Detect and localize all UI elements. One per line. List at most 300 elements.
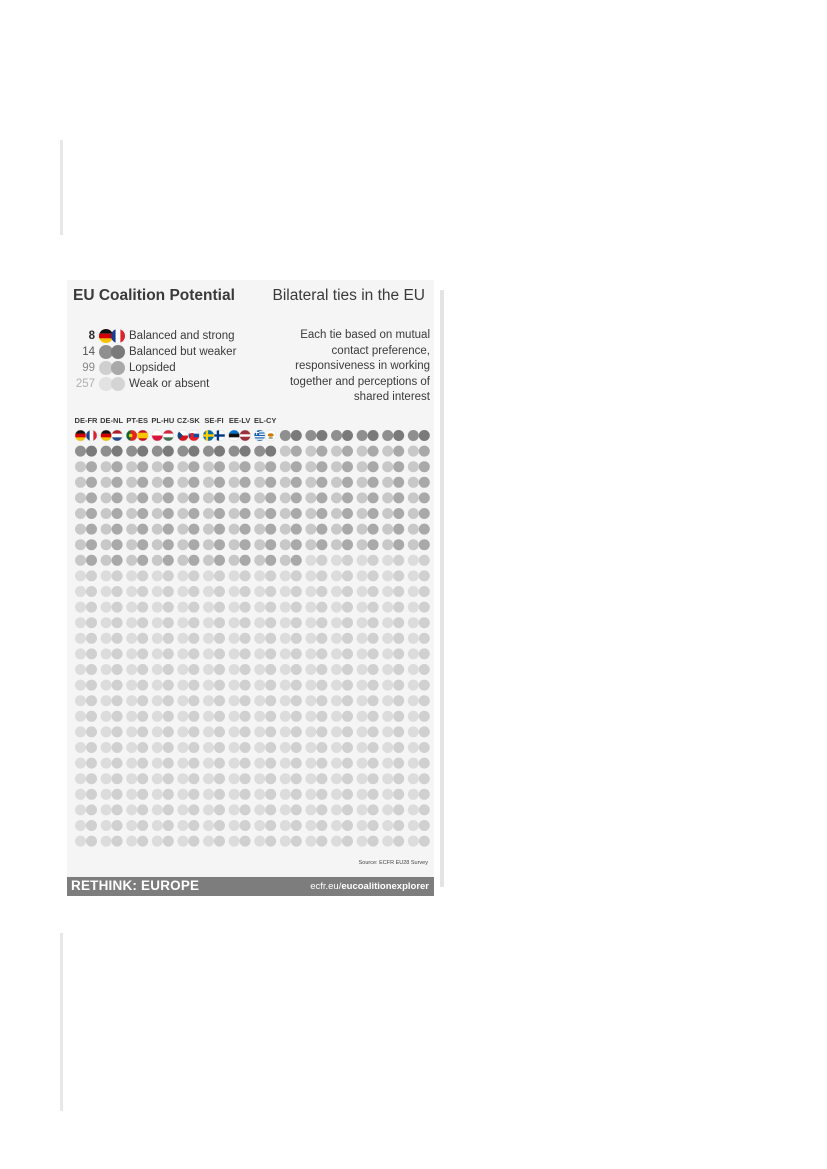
tie-mark-lopsided	[305, 539, 327, 550]
tie-mark-weak	[254, 789, 276, 800]
tie-mark-weak	[101, 695, 123, 706]
tie-mark-weak	[152, 586, 174, 597]
tie-mark-lopsided	[101, 461, 123, 472]
tie-mark-lopsided	[331, 508, 353, 519]
tie-mark-weak	[382, 555, 404, 566]
tie-mark-weak	[331, 602, 353, 613]
tie-mark-lopsided	[229, 492, 251, 503]
left-margin-rule-bottom	[60, 933, 63, 1111]
tie-mark-weak	[408, 773, 430, 784]
tie-mark-weak	[382, 742, 404, 753]
tie-mark-weak	[382, 836, 404, 847]
pair-label: PL-HU	[151, 416, 175, 425]
tie-mark-weak	[126, 633, 148, 644]
tie-mark-weak	[280, 804, 302, 815]
tie-mark-weak	[280, 633, 302, 644]
tie-mark-weak	[305, 726, 327, 737]
tie-mark-weak	[254, 726, 276, 737]
tie-mark-weak	[254, 664, 276, 675]
tie-mark-lopsided	[152, 477, 174, 488]
tie-mark-weak	[408, 804, 430, 815]
tie-mark-lopsided	[152, 539, 174, 550]
tie-mark-weak	[305, 570, 327, 581]
tie-mark-weak	[280, 617, 302, 628]
legend-count: 99	[82, 362, 95, 374]
tie-mark-weak	[305, 742, 327, 753]
tie-mark-weak	[331, 695, 353, 706]
tie-mark-weak	[75, 836, 97, 847]
tie-mark-weak	[254, 570, 276, 581]
tie-mark-weak	[382, 664, 404, 675]
tie-mark-strong-cz-sk	[177, 430, 199, 441]
tie-mark-weak	[177, 695, 199, 706]
tie-mark-weak	[229, 602, 251, 613]
tie-mark-weak	[280, 789, 302, 800]
tie-mark-weak	[101, 773, 123, 784]
tie-mark-weak	[280, 726, 302, 737]
tie-mark-lopsided	[177, 555, 199, 566]
tie-mark-weak	[152, 633, 174, 644]
tie-mark-strong-de-nl	[101, 430, 123, 441]
tie-mark-weak	[152, 820, 174, 831]
tie-mark-weaker	[126, 446, 148, 457]
tie-mark-lopsided	[382, 446, 404, 457]
tie-mark-weak	[152, 648, 174, 659]
tie-mark-weak	[229, 648, 251, 659]
tie-mark-weak	[229, 617, 251, 628]
tie-mark-weak	[152, 836, 174, 847]
tie-mark-weak	[382, 695, 404, 706]
tie-mark-lopsided	[101, 555, 123, 566]
tie-mark-weak	[382, 680, 404, 691]
tie-mark-weak	[126, 664, 148, 675]
tie-mark-weak	[357, 773, 379, 784]
tie-mark-lopsided	[152, 524, 174, 535]
tie-mark-weak	[305, 648, 327, 659]
tie-mark-weak	[280, 773, 302, 784]
tie-mark-weak	[280, 680, 302, 691]
tie-mark-weak	[126, 758, 148, 769]
footer-bar	[67, 877, 434, 896]
tie-mark-weak	[408, 789, 430, 800]
tie-mark-weak	[229, 680, 251, 691]
tie-mark-weak	[305, 617, 327, 628]
tie-mark-weak	[75, 570, 97, 581]
pair-label: DE-NL	[100, 416, 124, 425]
tie-mark-weak	[152, 773, 174, 784]
tie-mark-weak	[203, 726, 225, 737]
tie-mark-lopsided	[203, 492, 225, 503]
tie-mark-weak	[203, 711, 225, 722]
legend-label: Balanced but weaker	[129, 346, 237, 358]
tie-mark-weak	[382, 586, 404, 597]
tie-mark-weak	[305, 633, 327, 644]
tie-mark-lopsided	[408, 524, 430, 535]
tie-mark-weak	[101, 726, 123, 737]
tie-mark-weak	[331, 648, 353, 659]
tie-mark-weak	[331, 742, 353, 753]
tie-mark-weak	[382, 726, 404, 737]
tie-mark-lopsided	[229, 508, 251, 519]
tie-mark-weak	[152, 664, 174, 675]
tie-mark-weak	[408, 586, 430, 597]
tie-mark-weak	[203, 586, 225, 597]
tie-mark-weak	[177, 789, 199, 800]
tie-mark-weak	[305, 602, 327, 613]
tie-mark-weak	[331, 555, 353, 566]
tie-mark-lopsided	[229, 477, 251, 488]
tie-mark-weaker	[280, 430, 302, 441]
tie-mark-weak	[203, 836, 225, 847]
chart-subtitle: Bilateral ties in the EU	[272, 287, 425, 304]
tie-mark-lopsided	[177, 461, 199, 472]
tie-mark-weak	[254, 695, 276, 706]
tie-mark-weak	[331, 664, 353, 675]
tie-mark-weak	[357, 695, 379, 706]
tie-mark-lopsided	[152, 461, 174, 472]
tie-mark-weak	[101, 586, 123, 597]
tie-mark-weaker	[177, 446, 199, 457]
tie-mark-lopsided	[254, 461, 276, 472]
tie-mark-lopsided	[126, 555, 148, 566]
tie-mark-weak	[408, 711, 430, 722]
tie-mark-weak	[280, 570, 302, 581]
tie-mark-weak	[331, 680, 353, 691]
legend-label: Balanced and strong	[129, 330, 235, 342]
legend-count: 8	[88, 330, 95, 342]
tie-mark-lopsided	[331, 477, 353, 488]
tie-mark-weak	[357, 742, 379, 753]
tie-mark-weak	[382, 602, 404, 613]
tie-mark-weak	[126, 742, 148, 753]
tie-mark-weak	[382, 711, 404, 722]
right-margin-rule	[440, 290, 444, 887]
pair-label: DE-FR	[74, 416, 98, 425]
tie-mark-weak	[382, 648, 404, 659]
pair-label: PT-ES	[126, 416, 149, 425]
chart-title: EU Coalition Potential	[73, 287, 235, 304]
tie-mark-weaker	[75, 446, 97, 457]
tie-mark-weak	[382, 773, 404, 784]
tie-mark-weak	[177, 664, 199, 675]
tie-mark-lopsided	[229, 461, 251, 472]
tie-mark-weak	[101, 711, 123, 722]
tie-mark-weak	[152, 742, 174, 753]
tie-mark-weak	[357, 555, 379, 566]
tie-mark-lopsided	[75, 508, 97, 519]
pair-label: EE-LV	[228, 416, 251, 425]
tie-mark-weak	[101, 836, 123, 847]
tie-mark-weak	[101, 602, 123, 613]
tie-mark-weak	[331, 820, 353, 831]
tie-mark-lopsided	[152, 508, 174, 519]
tie-mark-weak	[229, 570, 251, 581]
tie-mark-lopsided	[177, 524, 199, 535]
tie-mark-weak	[229, 820, 251, 831]
tie-mark-weak	[75, 711, 97, 722]
tie-mark-weak	[357, 664, 379, 675]
tie-mark-weak	[229, 586, 251, 597]
tie-mark-lopsided	[305, 492, 327, 503]
tie-mark-weak	[408, 602, 430, 613]
tie-mark-weak	[75, 804, 97, 815]
tie-mark-weak	[229, 758, 251, 769]
tie-mark-lopsided	[126, 539, 148, 550]
methodology-note: Each tie based on mutual contact preference, responsiveness in working together and perceptions of shared interest	[289, 329, 430, 403]
tie-mark-lopsided	[280, 492, 302, 503]
tie-mark-strong-el-cy	[254, 430, 276, 441]
tie-mark-strong-se-fi	[203, 430, 225, 441]
tie-mark-lopsided	[357, 461, 379, 472]
tie-mark-lopsided	[280, 446, 302, 457]
tie-mark-lopsided	[408, 477, 430, 488]
tie-mark-weak	[280, 695, 302, 706]
tie-mark-weak	[152, 695, 174, 706]
tie-mark-lopsided	[126, 492, 148, 503]
tie-mark-lopsided	[331, 524, 353, 535]
pair-label: EL-CY	[253, 416, 277, 425]
tie-mark-weak	[126, 726, 148, 737]
tie-mark-weak	[382, 633, 404, 644]
tie-mark-weak	[357, 570, 379, 581]
tie-mark-weak	[203, 664, 225, 675]
tie-mark-weak	[152, 602, 174, 613]
tie-mark-weak	[229, 804, 251, 815]
tie-mark-weak	[382, 570, 404, 581]
tie-mark-lopsided	[382, 461, 404, 472]
footer-url-link[interactable]	[310, 881, 429, 892]
tie-mark-lopsided	[382, 477, 404, 488]
tie-mark-weak	[101, 617, 123, 628]
tie-mark-weak	[229, 773, 251, 784]
tie-mark-lopsided	[254, 492, 276, 503]
footer-url-prefix: ecfr.eu/	[310, 881, 342, 892]
tie-mark-weak	[254, 633, 276, 644]
tie-mark-weak	[280, 820, 302, 831]
tie-mark-weak	[408, 726, 430, 737]
tie-mark-weak	[126, 695, 148, 706]
tie-mark-lopsided	[101, 492, 123, 503]
tie-mark-weak	[357, 836, 379, 847]
waffle-grid	[67, 280, 434, 860]
tie-mark-weak	[177, 726, 199, 737]
tie-mark-weak	[177, 820, 199, 831]
tie-mark-weak	[101, 648, 123, 659]
tie-mark-weak	[203, 617, 225, 628]
tie-mark-weak	[305, 711, 327, 722]
pair-label: CZ-SK	[176, 416, 200, 425]
tie-mark-weak	[357, 648, 379, 659]
tie-mark-weaker	[331, 430, 353, 441]
tie-mark-weak	[126, 648, 148, 659]
tie-mark-lopsided	[305, 461, 327, 472]
tie-mark-lopsided	[331, 539, 353, 550]
tie-mark-weak	[305, 804, 327, 815]
tie-mark-lopsided	[408, 492, 430, 503]
tie-mark-weak	[305, 555, 327, 566]
tie-mark-lopsided	[177, 477, 199, 488]
tie-mark-weak	[75, 773, 97, 784]
tie-mark-lopsided	[382, 492, 404, 503]
tie-mark-weak	[75, 820, 97, 831]
tie-mark-weaker	[382, 430, 404, 441]
tie-mark-weak	[408, 820, 430, 831]
tie-mark-weak	[75, 680, 97, 691]
tie-mark-weak	[408, 664, 430, 675]
tie-mark-weak	[101, 680, 123, 691]
tie-mark-weak	[75, 664, 97, 675]
tie-mark-lopsided	[357, 492, 379, 503]
tie-mark-weaker	[152, 446, 174, 457]
tie-mark-weak	[254, 820, 276, 831]
tie-mark-lopsided	[382, 508, 404, 519]
tie-mark-weak	[152, 726, 174, 737]
tie-mark-lopsided	[280, 508, 302, 519]
tie-mark-weak	[126, 711, 148, 722]
tie-mark-lopsided	[357, 477, 379, 488]
tie-mark-weak	[126, 836, 148, 847]
tie-mark-lopsided	[357, 539, 379, 550]
tie-mark-lopsided	[126, 524, 148, 535]
pair-label: SE-FI	[204, 416, 224, 425]
tie-mark-weak	[126, 602, 148, 613]
tie-mark-weak	[254, 680, 276, 691]
tie-mark-weak	[203, 820, 225, 831]
tie-mark-weak	[408, 742, 430, 753]
tie-mark-weak	[177, 586, 199, 597]
tie-mark-weak	[357, 680, 379, 691]
tie-mark-weak	[305, 695, 327, 706]
tie-mark-weaker	[203, 446, 225, 457]
tie-mark-weak	[254, 602, 276, 613]
tie-mark-lopsided	[280, 555, 302, 566]
tie-mark-lopsided	[203, 539, 225, 550]
tie-mark-weak	[203, 570, 225, 581]
tie-mark-weak	[331, 570, 353, 581]
tie-mark-weak	[177, 602, 199, 613]
tie-mark-weak	[177, 836, 199, 847]
tie-mark-weaker	[305, 430, 327, 441]
tie-mark-weak	[75, 758, 97, 769]
tie-mark-lopsided	[305, 446, 327, 457]
tie-mark-weak	[280, 602, 302, 613]
tie-mark-lopsided	[177, 539, 199, 550]
tie-mark-lopsided	[254, 539, 276, 550]
tie-mark-lopsided	[229, 555, 251, 566]
tie-mark-weak	[280, 648, 302, 659]
tie-mark-weak	[152, 758, 174, 769]
tie-mark-weak	[357, 726, 379, 737]
tie-mark-weak	[177, 617, 199, 628]
tie-mark-weak	[203, 680, 225, 691]
tie-mark-weak	[126, 586, 148, 597]
tie-mark-weak	[280, 742, 302, 753]
tie-mark-weak	[408, 836, 430, 847]
infographic-card	[67, 280, 434, 896]
tie-mark-weak	[408, 680, 430, 691]
tie-mark-weak	[126, 789, 148, 800]
tie-mark-lopsided	[203, 477, 225, 488]
tie-mark-lopsided	[126, 461, 148, 472]
tie-mark-weak	[126, 820, 148, 831]
tie-mark-lopsided	[254, 477, 276, 488]
tie-mark-weak	[357, 586, 379, 597]
tie-mark-weak	[203, 758, 225, 769]
tie-mark-weak	[203, 648, 225, 659]
tie-mark-weak	[177, 648, 199, 659]
tie-mark-weak	[280, 758, 302, 769]
tie-mark-lopsided	[280, 524, 302, 535]
tie-mark-weak	[203, 789, 225, 800]
tie-mark-lopsided	[305, 477, 327, 488]
tie-mark-weak	[331, 633, 353, 644]
tie-mark-lopsided	[126, 508, 148, 519]
tie-mark-lopsided	[408, 539, 430, 550]
tie-mark-weak	[408, 695, 430, 706]
tie-mark-weak	[408, 633, 430, 644]
tie-mark-lopsided	[177, 492, 199, 503]
tie-mark-weak	[331, 836, 353, 847]
tie-mark-weak	[382, 789, 404, 800]
tie-mark-weak	[101, 789, 123, 800]
footer-url-bold: eucoalitionexplorer	[341, 881, 429, 892]
tie-mark-weak	[408, 617, 430, 628]
tie-mark-weak	[229, 695, 251, 706]
tie-mark-lopsided	[203, 461, 225, 472]
tie-mark-weak	[101, 758, 123, 769]
tie-mark-weak	[101, 664, 123, 675]
tie-mark-lopsided	[152, 555, 174, 566]
tie-mark-lopsided	[408, 446, 430, 457]
tie-mark-weak	[254, 836, 276, 847]
tie-mark-weak	[331, 773, 353, 784]
tie-mark-weak	[75, 617, 97, 628]
tie-mark-weak	[75, 742, 97, 753]
tie-mark-lopsided	[203, 508, 225, 519]
footer-brand: RETHINK: EUROPE	[71, 878, 200, 893]
tie-mark-weak	[229, 789, 251, 800]
tie-mark-weak	[126, 804, 148, 815]
tie-mark-lopsided	[280, 461, 302, 472]
tie-mark-weak	[177, 758, 199, 769]
tie-mark-weak	[177, 773, 199, 784]
tie-mark-weak	[75, 695, 97, 706]
tie-mark-weak	[408, 555, 430, 566]
tie-mark-weak	[382, 617, 404, 628]
tie-mark-lopsided	[203, 555, 225, 566]
tie-mark-weak	[254, 804, 276, 815]
tie-mark-weak	[126, 617, 148, 628]
tie-mark-weak	[305, 789, 327, 800]
tie-mark-weak	[75, 586, 97, 597]
tie-mark-weak	[152, 804, 174, 815]
tie-mark-weak	[305, 758, 327, 769]
tie-mark-lopsided	[305, 508, 327, 519]
tie-mark-weak	[382, 804, 404, 815]
tie-mark-lopsided	[382, 524, 404, 535]
tie-mark-lopsided	[101, 524, 123, 535]
tie-mark-weak	[280, 836, 302, 847]
tie-mark-weak	[126, 773, 148, 784]
tie-mark-weak	[331, 789, 353, 800]
tie-mark-weak	[331, 586, 353, 597]
tie-mark-lopsided	[101, 539, 123, 550]
tie-mark-weak	[357, 789, 379, 800]
tie-mark-weak	[229, 633, 251, 644]
tie-mark-weaker	[408, 430, 430, 441]
tie-mark-weak	[331, 711, 353, 722]
tie-mark-weak	[254, 711, 276, 722]
